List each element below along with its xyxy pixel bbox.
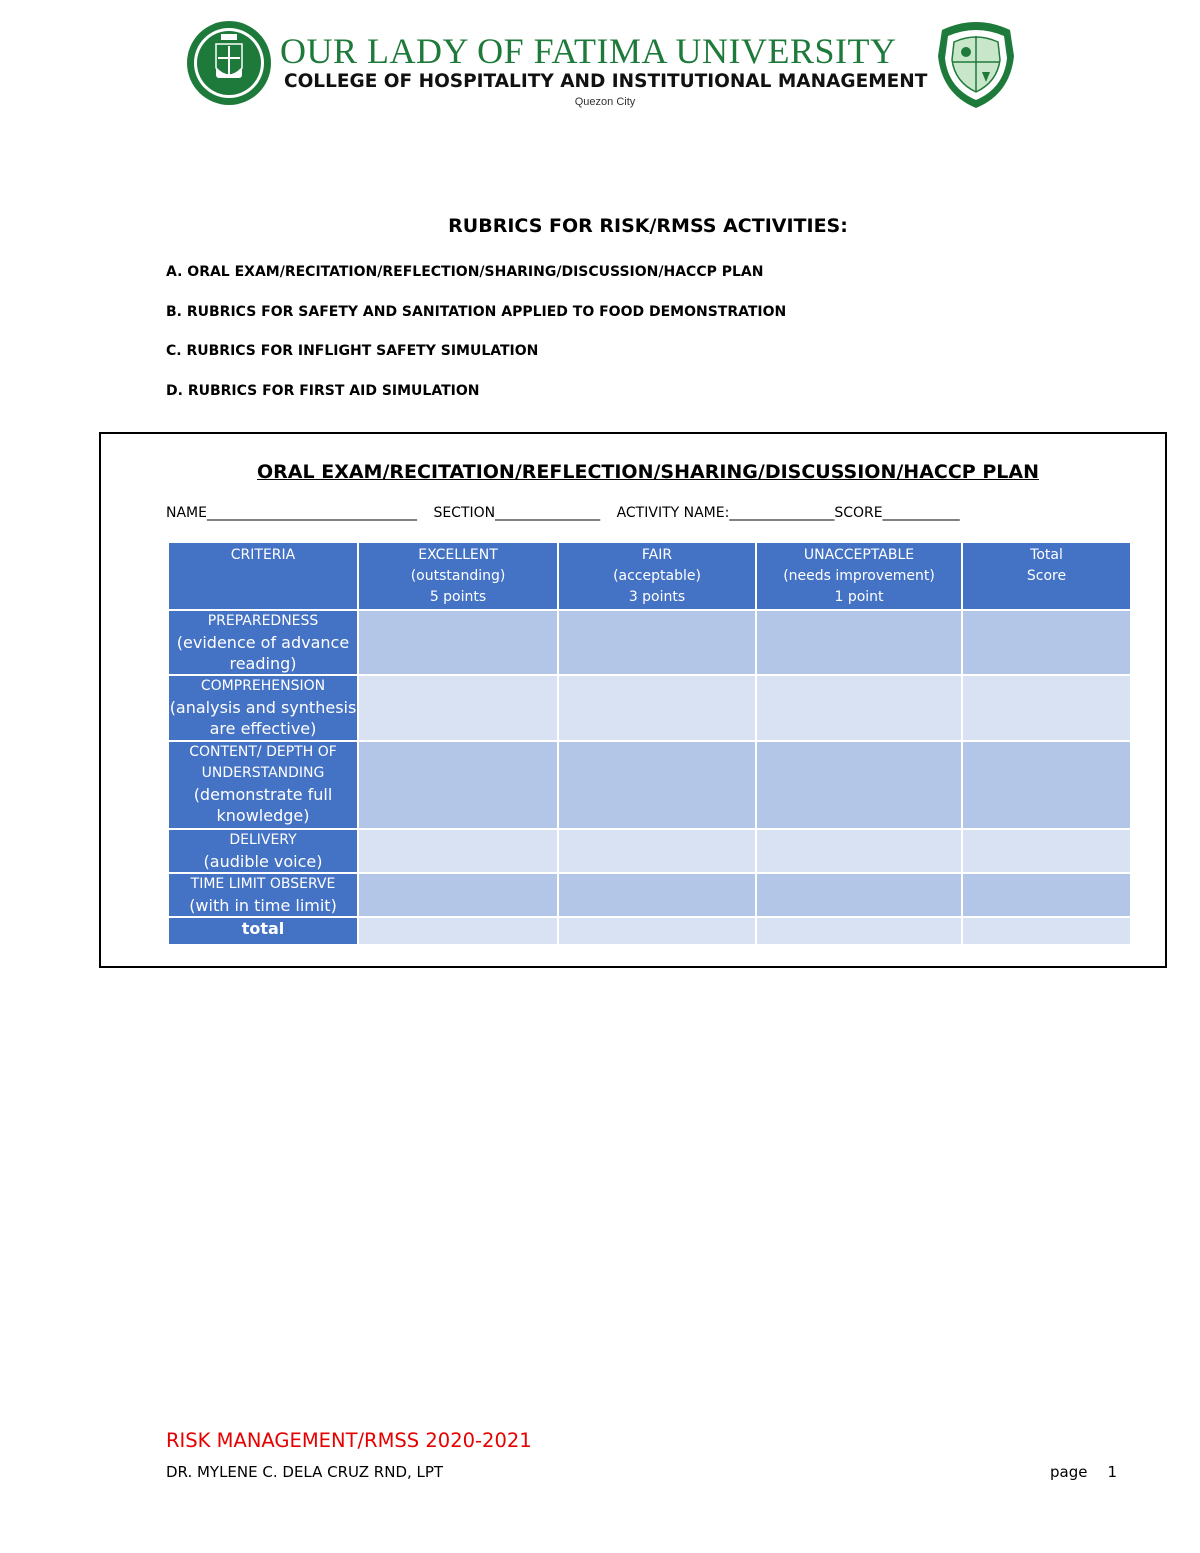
criteria-cell: COMPREHENSION (analysis and synthesis are effective)	[168, 675, 358, 741]
page-title: RUBRICS FOR RISK/RMSS ACTIVITIES:	[448, 215, 848, 237]
score-cell[interactable]	[756, 610, 962, 675]
criteria-cell: CONTENT/ DEPTH OF UNDERSTANDING (demonstrate full knowledge)	[168, 741, 358, 829]
score-cell[interactable]	[358, 675, 558, 741]
header-fair: FAIR (acceptable) 3 points	[558, 542, 756, 610]
criteria-cell: DELIVERY (audible voice)	[168, 829, 358, 873]
score-cell[interactable]	[756, 675, 962, 741]
score-cell[interactable]	[756, 741, 962, 829]
criteria-cell: PREPAREDNESS (evidence of advance reading)	[168, 610, 358, 675]
score-cell[interactable]	[756, 917, 962, 945]
total-row	[168, 917, 1131, 945]
name-field[interactable]: NAME______________________________	[166, 505, 417, 521]
score-cell[interactable]	[558, 873, 756, 917]
header-total-score: Total Score	[962, 542, 1131, 610]
footer-author: DR. MYLENE C. DELA CRUZ RND, LPT	[166, 1463, 444, 1481]
score-field[interactable]: SCORE___________	[834, 505, 960, 521]
page-label: page	[1050, 1463, 1088, 1481]
score-cell[interactable]	[358, 741, 558, 829]
section-field[interactable]: SECTION_______________	[433, 505, 601, 521]
score-cell[interactable]	[962, 829, 1131, 873]
rubric-title: ORAL EXAM/RECITATION/REFLECTION/SHARING/DISCUSSION/HACCP PLAN	[257, 461, 1039, 483]
score-cell[interactable]	[756, 829, 962, 873]
criteria-cell: TIME LIMIT OBSERVE (with in time limit)	[168, 873, 358, 917]
score-cell[interactable]	[962, 873, 1131, 917]
score-cell[interactable]	[962, 741, 1131, 829]
header-excellent: EXCELLENT (outstanding) 5 points	[358, 542, 558, 610]
footer-page-number	[1050, 1463, 1117, 1481]
university-name: OUR LADY OF FATIMA UNIVERSITY	[280, 31, 897, 71]
table-row	[168, 741, 1131, 829]
score-cell[interactable]	[558, 829, 756, 873]
header-unacceptable: UNACCEPTABLE (needs improvement) 1 point	[756, 542, 962, 610]
table-row	[168, 675, 1131, 741]
table-row	[168, 829, 1131, 873]
score-cell[interactable]	[756, 873, 962, 917]
city-label: Quezon City	[574, 96, 636, 108]
score-cell[interactable]	[962, 917, 1131, 945]
activity-name-field[interactable]: ACTIVITY NAME:_______________	[616, 505, 835, 521]
list-item: A. ORAL EXAM/RECITATION/REFLECTION/SHARING/DISCUSSION/HACCP PLAN	[166, 264, 764, 280]
rubric-table	[167, 541, 1132, 946]
college-crest-logo	[930, 16, 1022, 112]
list-item: D. RUBRICS FOR FIRST AID SIMULATION	[166, 383, 480, 399]
header-criteria: CRITERIA	[168, 542, 358, 610]
footer-course-title: RISK MANAGEMENT/RMSS 2020-2021	[166, 1429, 532, 1452]
list-item: C. RUBRICS FOR INFLIGHT SAFETY SIMULATION	[166, 343, 539, 359]
score-cell[interactable]	[358, 829, 558, 873]
list-item: B. RUBRICS FOR SAFETY AND SANITATION APPLIED TO FOOD DEMONSTRATION	[166, 304, 787, 320]
table-row	[168, 873, 1131, 917]
table-row	[168, 610, 1131, 675]
table-header-row	[168, 542, 1131, 610]
student-info-fields	[166, 505, 960, 521]
total-label-cell: total	[168, 917, 358, 945]
college-name: COLLEGE OF HOSPITALITY AND INSTITUTIONAL MANAGEMENT	[284, 71, 928, 92]
score-cell[interactable]	[558, 741, 756, 829]
score-cell[interactable]	[558, 610, 756, 675]
score-cell[interactable]	[962, 675, 1131, 741]
page-number: 1	[1107, 1463, 1118, 1481]
score-cell[interactable]	[962, 610, 1131, 675]
score-cell[interactable]	[558, 675, 756, 741]
score-cell[interactable]	[358, 610, 558, 675]
score-cell[interactable]	[358, 873, 558, 917]
score-cell[interactable]	[558, 917, 756, 945]
university-seal-logo	[186, 20, 272, 106]
score-cell[interactable]	[358, 917, 558, 945]
